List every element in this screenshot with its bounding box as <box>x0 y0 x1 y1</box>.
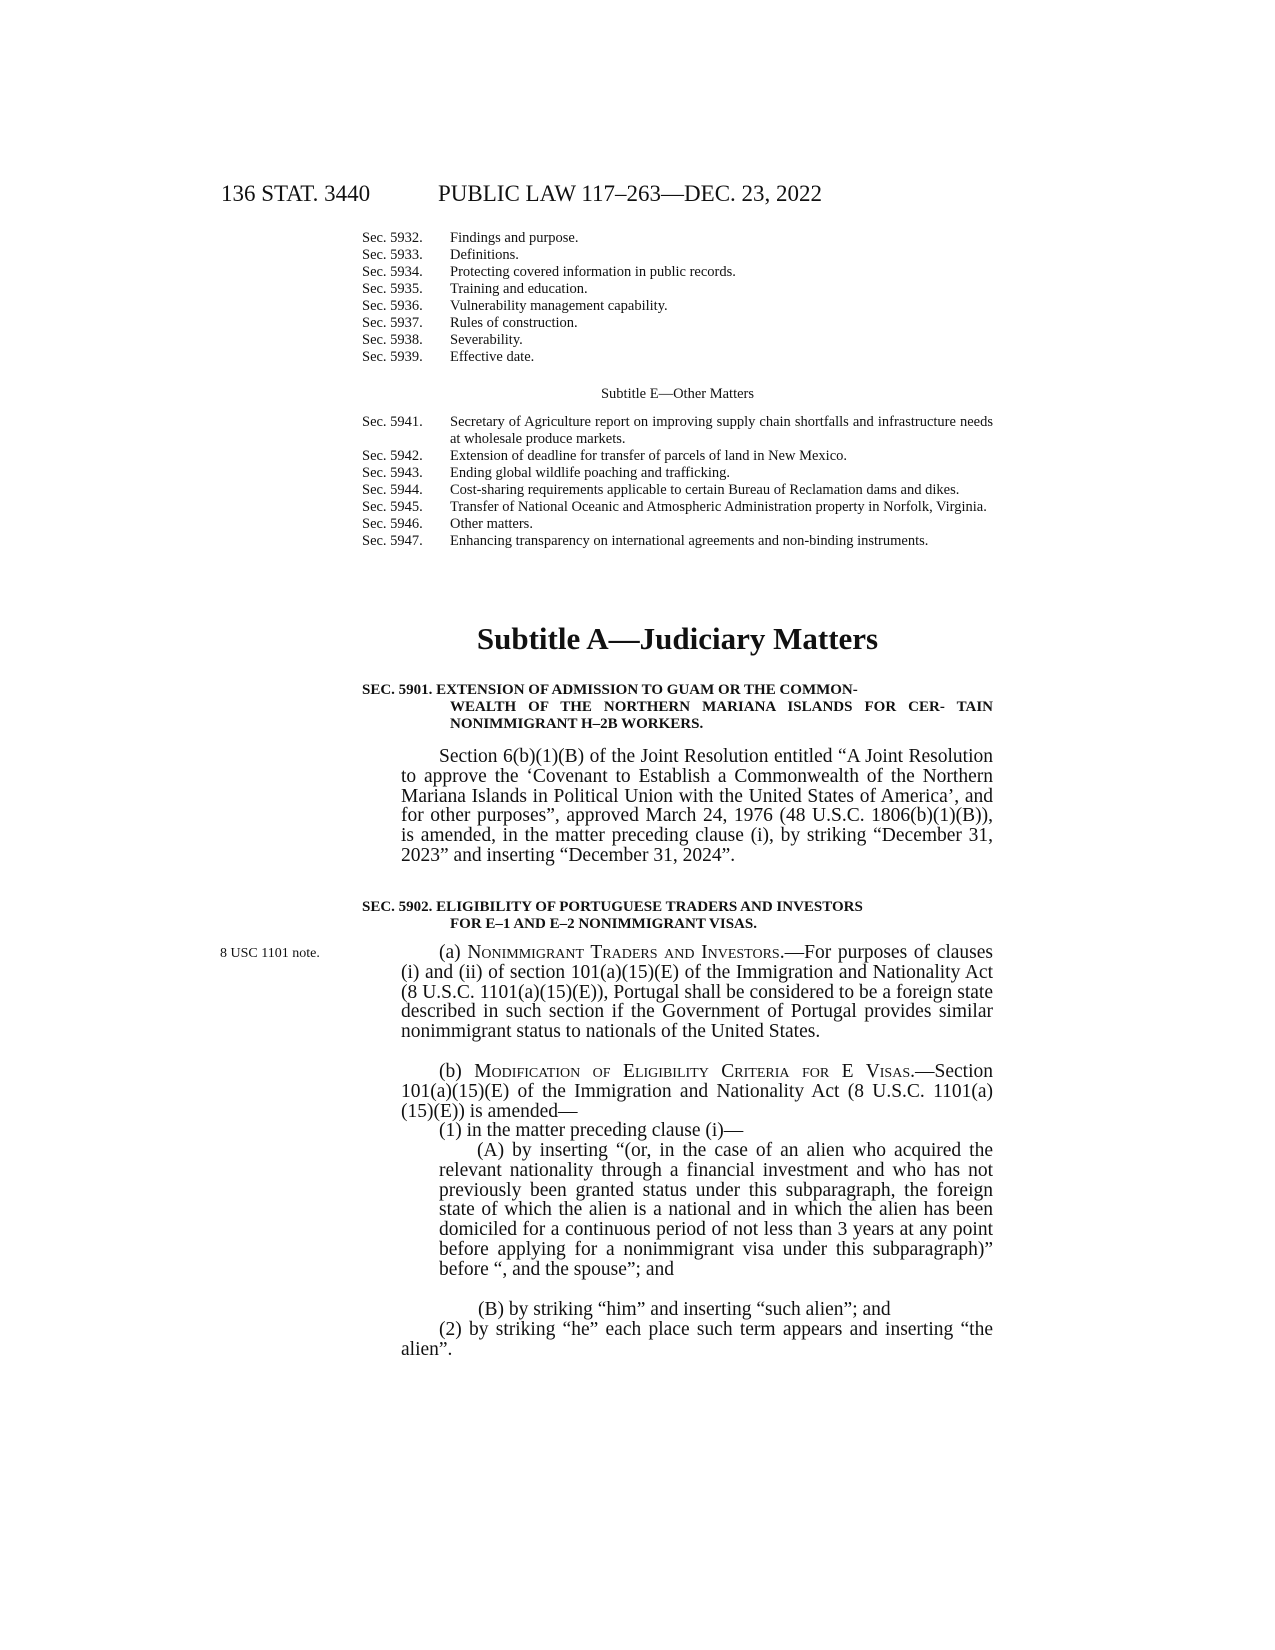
page-stat-number: 136 STAT. 3440 <box>221 181 371 206</box>
toc-entry-number: Sec. 5943. <box>362 465 423 481</box>
subtitle-a-heading: Subtitle A—Judiciary Matters <box>476 621 879 656</box>
margin-note: 8 USC 1101 note. <box>220 946 320 961</box>
toc-entry-title: Rules of construction. <box>450 315 578 331</box>
subsection-b-body: —Section 101(a)(15)(E) of the Immigration and Nationality Act (8 U.S.C. 1101(a)(15)(E)) is amended— <box>401 1061 993 1122</box>
toc-entry-title: Ending global wildlife poaching and trafficking. <box>450 465 730 481</box>
subparagraph-a: (A) by inserting “(or, in the case of an alien who acquired the relevant nationality through a financial investment and who has not previously been granted status under this subparagraph, the foreign state of which the alien is a national and in which the alien has been domiciled for a continuous period of not less than 3 years at any point before applying for a nonimmigrant visa under this subparagraph)” before “, and the spouse”; and <box>439 1140 993 1280</box>
toc-entry-title: Extension of deadline for transfer of parcels of land in New Mexico. <box>450 448 848 464</box>
paragraph-2: (2) by striking “he” each place such term appears and inserting “the alien”. <box>401 1319 993 1360</box>
section-5901-body: Section 6(b)(1)(B) of the Joint Resolution entitled “A Joint Resolution to approve the ‘Covenant to Establish a Commonwealth of the Northern Mariana Islands in Political Union with the United States of America’, and for other purposes”, approved March 24, 1976 (48 U.S.C. 1806(b)(1)(B)), is amended, in the matter preceding clause (i), by striking “December 31, 2023” and inserting “December 31, 2024”. <box>401 746 993 866</box>
toc-entry-number: Sec. 5947. <box>362 533 423 549</box>
section-5902-heading-rest: FOR E–1 AND E–2 NONIMMIGRANT VISAS. <box>450 916 757 932</box>
toc-entry-title: Cost-sharing requirements applicable to certain Bureau of Reclamation dams and dikes. <box>450 482 960 498</box>
subsection-a-label: (a) <box>439 942 461 963</box>
toc-entry <box>362 247 993 264</box>
toc-entry-title: Definitions. <box>450 247 519 263</box>
toc-entry-number: Sec. 5939. <box>362 349 423 365</box>
toc-entry-title: Training and education. <box>450 281 588 297</box>
toc-entry <box>362 332 993 349</box>
subsection-a-heading: Nonimmigrant Traders and Investors. <box>467 942 785 963</box>
subsection-a <box>401 943 993 1042</box>
toc-entry <box>362 298 993 315</box>
toc-entry-title: Findings and purpose. <box>450 230 579 246</box>
subsection-b-heading: Modification of Eligibility Criteria for E Visas. <box>474 1061 915 1082</box>
toc-entry-number: Sec. 5935. <box>362 281 423 297</box>
toc-entry-number: Sec. 5934. <box>362 264 423 280</box>
toc-entry <box>362 281 993 298</box>
running-header-title: PUBLIC LAW 117–263—DEC. 23, 2022 <box>438 181 823 206</box>
toc-entry <box>362 482 993 499</box>
toc-entry <box>362 499 993 516</box>
paragraph-1: (1) in the matter preceding clause (i)— <box>439 1120 744 1141</box>
toc-entry-number: Sec. 5936. <box>362 298 423 314</box>
toc-entry-title: Transfer of National Oceanic and Atmospheric Administration property in Norfolk, Virginia. <box>450 499 987 515</box>
section-5902-heading-line1: SEC. 5902. ELIGIBILITY OF PORTUGUESE TRADERS AND INVESTORS <box>362 899 863 915</box>
section-5901-heading <box>362 682 993 733</box>
toc-entry-title: Other matters. <box>450 516 533 532</box>
toc-entry <box>362 230 993 247</box>
toc-entry-number: Sec. 5932. <box>362 230 423 246</box>
toc-list-part2 <box>362 414 993 550</box>
toc-entry-number: Sec. 5941. <box>362 414 423 430</box>
toc-entry <box>362 264 993 281</box>
toc-entry-number: Sec. 5945. <box>362 499 423 515</box>
toc-entry-title: Secretary of Agriculture report on improving supply chain shortfalls and infrastructure needs at wholesale produce markets. <box>450 414 993 447</box>
toc-entry-title: Enhancing transparency on international agreements and non-binding instruments. <box>450 533 929 549</box>
toc-entry-title: Vulnerability management capability. <box>450 298 668 314</box>
section-5901-heading-line1: SEC. 5901. EXTENSION OF ADMISSION TO GUAM OR THE COMMON- <box>362 682 858 698</box>
subsection-a-body: —For purposes of clauses (i) and (ii) of section 101(a)(15)(E) of the Immigration and Nationality Act (8 U.S.C. 1101(a)(15)(E)), Portugal shall be considered to be a foreign state described in such section if the Government of Portugal provides similar nonimmigrant status to nationals of the United States. <box>401 942 994 1043</box>
toc-entry <box>362 315 993 332</box>
section-5901-heading-rest: WEALTH OF THE NORTHERN MARIANA ISLANDS FOR CER- TAIN NONIMMIGRANT H–2B WORKERS. <box>450 699 993 732</box>
toc-entry <box>362 349 993 366</box>
subsection-b-label: (b) <box>439 1061 462 1082</box>
toc-entry-number: Sec. 5933. <box>362 247 423 263</box>
toc-entry <box>362 516 993 533</box>
toc-entry-title: Severability. <box>450 332 523 348</box>
section-5902-heading <box>362 899 993 933</box>
toc-entry-title: Effective date. <box>450 349 535 365</box>
toc-entry-number: Sec. 5938. <box>362 332 423 348</box>
toc-entry <box>362 448 993 465</box>
toc-list-part1 <box>362 230 993 366</box>
toc-entry-number: Sec. 5946. <box>362 516 423 532</box>
toc-subtitle-e: Subtitle E—Other Matters <box>600 386 755 402</box>
toc-entry <box>362 533 993 550</box>
toc-entry-title: Protecting covered information in public records. <box>450 264 736 280</box>
toc-entry-number: Sec. 5937. <box>362 315 423 331</box>
toc-entry <box>362 465 993 482</box>
toc-entry-number: Sec. 5942. <box>362 448 423 464</box>
subparagraph-b: (B) by striking “him” and inserting “such alien”; and <box>478 1299 891 1320</box>
toc-entry-number: Sec. 5944. <box>362 482 423 498</box>
toc-entry <box>362 414 993 448</box>
subsection-b <box>401 1062 993 1121</box>
